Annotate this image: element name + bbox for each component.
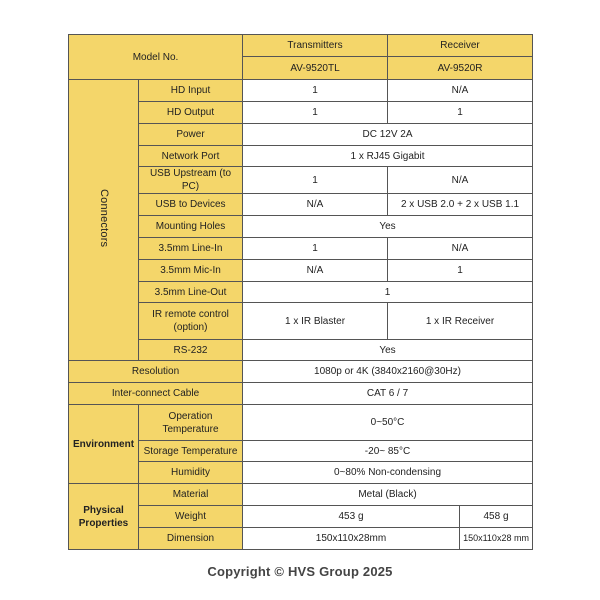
row-label-line2: Temperature <box>162 423 219 435</box>
tx-value: 150x110x28mm <box>243 528 460 550</box>
table-row <box>69 303 533 340</box>
tx-value: 453 g <box>243 506 460 528</box>
table-row <box>69 361 533 383</box>
row-label <box>139 405 243 441</box>
table-row <box>69 260 533 282</box>
shared-value: Yes <box>243 340 533 361</box>
connectors-label-text: Connectors <box>98 188 110 248</box>
row-label: USB to Devices <box>139 194 243 216</box>
tx-value: 1 <box>243 80 388 102</box>
shared-value: 0~50°C <box>243 405 533 441</box>
table-row <box>69 405 533 441</box>
rx-value: 2 x USB 2.0 + 2 x USB 1.1 <box>388 194 533 216</box>
row-label: Mounting Holes <box>139 216 243 238</box>
receiver-header: Receiver <box>388 35 533 57</box>
row-label: USB Upstream (to PC) <box>139 167 243 194</box>
table-row <box>69 441 533 462</box>
table-row <box>69 216 533 238</box>
table-row <box>69 340 533 361</box>
table-row <box>69 124 533 146</box>
row-label-line1: IR remote control <box>152 309 229 320</box>
row-label: Material <box>139 484 243 506</box>
tx-model: AV-9520TL <box>243 57 388 80</box>
rx-value: N/A <box>388 238 533 260</box>
table-row <box>69 528 533 550</box>
cable-value: CAT 6 / 7 <box>243 383 533 405</box>
shared-value: 1 <box>243 282 533 303</box>
row-label: 3.5mm Line-Out <box>139 282 243 303</box>
rx-value: 1 x IR Receiver <box>388 303 533 340</box>
tx-value: 1 <box>243 167 388 194</box>
environment-group-label: Environment <box>69 405 139 484</box>
table-row <box>69 282 533 303</box>
rx-value: 150x110x28 mm <box>460 528 533 550</box>
copyright-text: Copyright © HVS Group 2025 <box>207 564 393 579</box>
table-row <box>69 102 533 124</box>
physical-label-line2: Properties <box>78 517 129 529</box>
row-label: HD Input <box>139 80 243 102</box>
spec-table <box>68 34 533 550</box>
shared-value: 1 x RJ45 Gigabit <box>243 146 533 167</box>
row-label: Weight <box>139 506 243 528</box>
table-row <box>69 146 533 167</box>
physical-label-line1: Physical <box>83 504 124 516</box>
rx-value: 1 <box>388 102 533 124</box>
rx-value: 1 <box>388 260 533 282</box>
row-label: RS-232 <box>139 340 243 361</box>
tx-value: 1 <box>243 238 388 260</box>
connectors-group-label <box>69 80 139 361</box>
rx-value: N/A <box>388 167 533 194</box>
resolution-label: Resolution <box>69 361 243 383</box>
physical-group-label <box>69 484 139 550</box>
shared-value: DC 12V 2A <box>243 124 533 146</box>
shared-value: Yes <box>243 216 533 238</box>
table-row <box>69 35 533 57</box>
table-row <box>69 462 533 484</box>
table-row <box>69 238 533 260</box>
rx-value: 458 g <box>460 506 533 528</box>
row-label: Network Port <box>139 146 243 167</box>
table-row <box>69 167 533 194</box>
row-label: HD Output <box>139 102 243 124</box>
tx-value: 1 <box>243 102 388 124</box>
cable-label: Inter-connect Cable <box>69 383 243 405</box>
rx-model: AV-9520R <box>388 57 533 80</box>
table-row <box>69 80 533 102</box>
row-label-line2: (option) <box>173 322 208 333</box>
table-row <box>69 484 533 506</box>
row-label: Power <box>139 124 243 146</box>
row-label <box>139 303 243 340</box>
row-label: Dimension <box>139 528 243 550</box>
row-label-line1: Operation <box>168 410 213 422</box>
row-label: Storage Temperature <box>139 441 243 462</box>
table-row <box>69 383 533 405</box>
table-row <box>69 506 533 528</box>
rx-value: N/A <box>388 80 533 102</box>
tx-value: 1 x IR Blaster <box>243 303 388 340</box>
table-row <box>69 194 533 216</box>
row-label: 3.5mm Mic-In <box>139 260 243 282</box>
shared-value: Metal (Black) <box>243 484 533 506</box>
model-label: Model No. <box>69 35 243 80</box>
row-label: 3.5mm Line-In <box>139 238 243 260</box>
row-label: Humidity <box>139 462 243 484</box>
tx-value: N/A <box>243 194 388 216</box>
tx-value: N/A <box>243 260 388 282</box>
shared-value: 0~80% Non-condensing <box>243 462 533 484</box>
shared-value: -20~ 85°C <box>243 441 533 462</box>
resolution-value: 1080p or 4K (3840x2160@30Hz) <box>243 361 533 383</box>
transmitters-header: Transmitters <box>243 35 388 57</box>
